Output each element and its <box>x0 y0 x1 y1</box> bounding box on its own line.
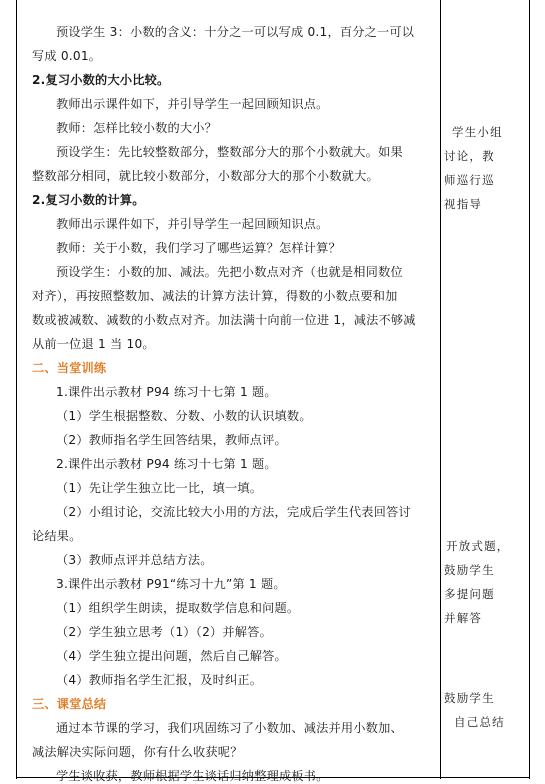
text-line: 2.课件出示教材 P94 练习十七第 1 题。 <box>56 457 277 471</box>
side-note-line: 视指导 <box>444 197 483 211</box>
side-note-line: 并解答 <box>444 611 483 625</box>
text-line: （2）学生独立思考（1）（2）并解答。 <box>56 625 272 639</box>
text-line: （1）学生根据整数、分数、小数的认识填数。 <box>56 409 312 423</box>
side-note-line: 开放式题， <box>446 539 510 553</box>
text-line: 数或被减数、减数的小数点对齐。加法满十向前一位进 1，减法不够减 <box>32 313 416 327</box>
text-line: 整数部分相同，就比较小数部分，小数部分大的那个小数就大。 <box>32 169 379 183</box>
table-column-divider <box>440 0 441 779</box>
text-line: （3）教师点评并总结方法。 <box>56 553 213 567</box>
text-line: 教师：怎样比较小数的大小？ <box>56 121 218 135</box>
side-note-line: 自己总结 <box>454 715 505 729</box>
text-line: （1）组织学生朗读，提取数学信息和问题。 <box>56 601 300 615</box>
text-line: （2）教师指名学生回答结果，教师点评。 <box>56 433 287 447</box>
text-line: （2）小组讨论，交流比较大小用的方法，完成后学生代表回答讨 <box>56 505 411 519</box>
text-line: 学生谈收获，教师根据学生谈话归纳整理成板书。 <box>56 769 329 783</box>
text-line: （4）教师指名学生汇报，及时纠正。 <box>56 673 263 687</box>
text-line: 写成 0.01。 <box>32 49 102 63</box>
text-line: 预设学生：先比较整数部分，整数部分大的那个小数就大。如果 <box>56 145 403 159</box>
section-heading: 2.复习小数的大小比较。 <box>32 73 170 87</box>
text-line: （4）学生独立提出问题，然后自己解答。 <box>56 649 287 663</box>
side-note-line: 鼓励学生 <box>444 691 495 705</box>
text-line: 教师：关于小数，我们学习了哪些运算？怎样计算？ <box>56 241 341 255</box>
text-line: 从前一位退 1 当 10。 <box>32 337 155 351</box>
side-note-line: 鼓励学生 <box>444 563 495 577</box>
text-line: 减法解决实际问题，你有什么收获呢？ <box>32 745 243 759</box>
text-line: 对齐），再按照整数加、减法的计算方法计算，得数的小数点要和加 <box>32 289 398 303</box>
table-left-border <box>16 0 17 779</box>
section-title-practice: 二、当堂训练 <box>32 361 107 375</box>
text-line: 预设学生 3：小数的含义：十分之一可以写成 0.1，百分之一可以 <box>56 25 415 39</box>
text-line: （1）先让学生独立比一比，填一填。 <box>56 481 263 495</box>
text-line: 3.课件出示教材 P91“练习十九”第 1 题。 <box>56 577 286 591</box>
section-heading: 2.复习小数的计算。 <box>32 193 145 207</box>
side-note-line: 师巡行巡 <box>444 173 495 187</box>
text-line: 通过本节课的学习，我们巩固练习了小数加、减法并用小数加、 <box>56 721 403 735</box>
text-line: 教师出示课件如下，并引导学生一起回顾知识点。 <box>56 97 329 111</box>
text-line: 论结果。 <box>32 529 82 543</box>
side-note-line: 多提问题 <box>444 587 495 601</box>
text-line: 1.课件出示教材 P94 练习十七第 1 题。 <box>56 385 277 399</box>
side-note-line: 学生小组 <box>452 125 503 139</box>
text-line: 预设学生：小数的加、减法。先把小数点对齐（也就是相同数位 <box>56 265 403 279</box>
section-title-summary: 三、课堂总结 <box>32 697 107 711</box>
table-right-border <box>529 0 530 779</box>
text-line: 教师出示课件如下，并引导学生一起回顾知识点。 <box>56 217 329 231</box>
side-note-line: 讨论，教 <box>444 149 495 163</box>
